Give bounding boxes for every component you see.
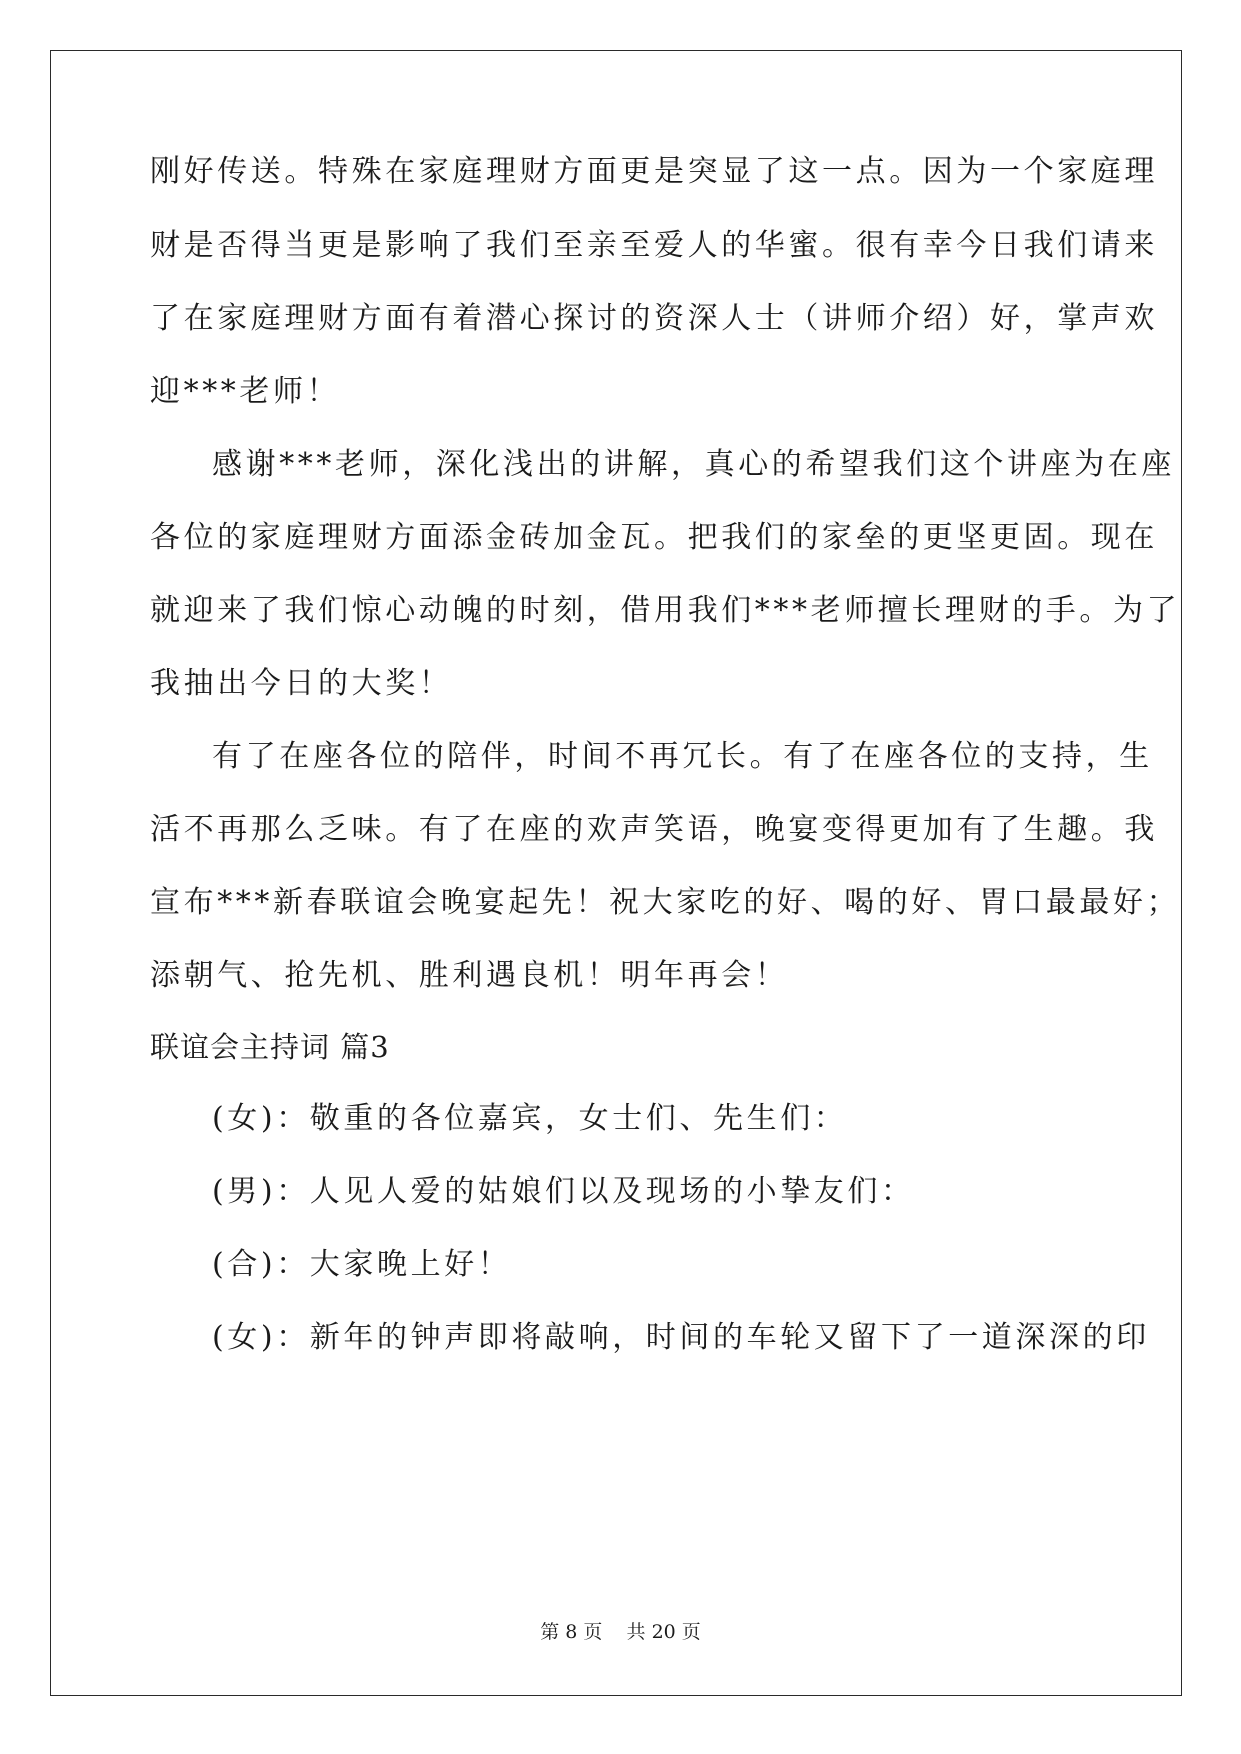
paragraph-start-line: 感谢***老师，深化浅出的讲解，真心的希望我们这个讲座为在座 xyxy=(212,447,1175,482)
text-line: 财是否得当更是影响了我们至亲至爱人的华蜜。很有幸今日我们请来 xyxy=(150,228,1158,263)
text-line: 活不再那么乏味。有了在座的欢声笑语，晚宴变得更加有了生趣。我 xyxy=(150,812,1158,847)
text-line: 就迎来了我们惊心动魄的时刻，借用我们***老师擅长理财的手。为了 xyxy=(150,593,1181,628)
text-line: 迎***老师！ xyxy=(150,374,341,409)
paragraph-start-line: 有了在座各位的陪伴，时间不再冗长。有了在座各位的支持，生 xyxy=(212,739,1153,774)
text-line: 刚好传送。特殊在家庭理财方面更是突显了这一点。因为一个家庭理 xyxy=(150,154,1158,189)
section-heading: 联谊会主持词 篇3 xyxy=(150,1030,390,1064)
text-line: 宣布***新春联谊会晚宴起先！祝大家吃的好、喝的好、胃口最最好； xyxy=(150,885,1181,920)
dialogue-line: (合)：大家晚上好！ xyxy=(212,1247,512,1282)
dialogue-line: (男)：人见人爱的姑娘们以及现场的小挚友们： xyxy=(212,1174,915,1209)
text-line: 我抽出今日的大奖！ xyxy=(150,666,453,701)
text-line: 各位的家庭理财方面添金砖加金瓦。把我们的家垒的更坚更固。现在 xyxy=(150,520,1158,555)
page-number-footer: 第 8 页 共 20 页 xyxy=(540,1621,701,1643)
page-border xyxy=(50,50,1182,1696)
dialogue-line: (女)：敬重的各位嘉宾，女士们、先生们： xyxy=(212,1101,848,1136)
text-line: 添朝气、抢先机、胜利遇良机！明年再会！ xyxy=(150,958,789,993)
text-line: 了在家庭理财方面有着潜心探讨的资深人士（讲师介绍）好，掌声欢 xyxy=(150,301,1158,336)
dialogue-line: (女)：新年的钟声即将敲响，时间的车轮又留下了一道深深的印 xyxy=(212,1320,1150,1355)
